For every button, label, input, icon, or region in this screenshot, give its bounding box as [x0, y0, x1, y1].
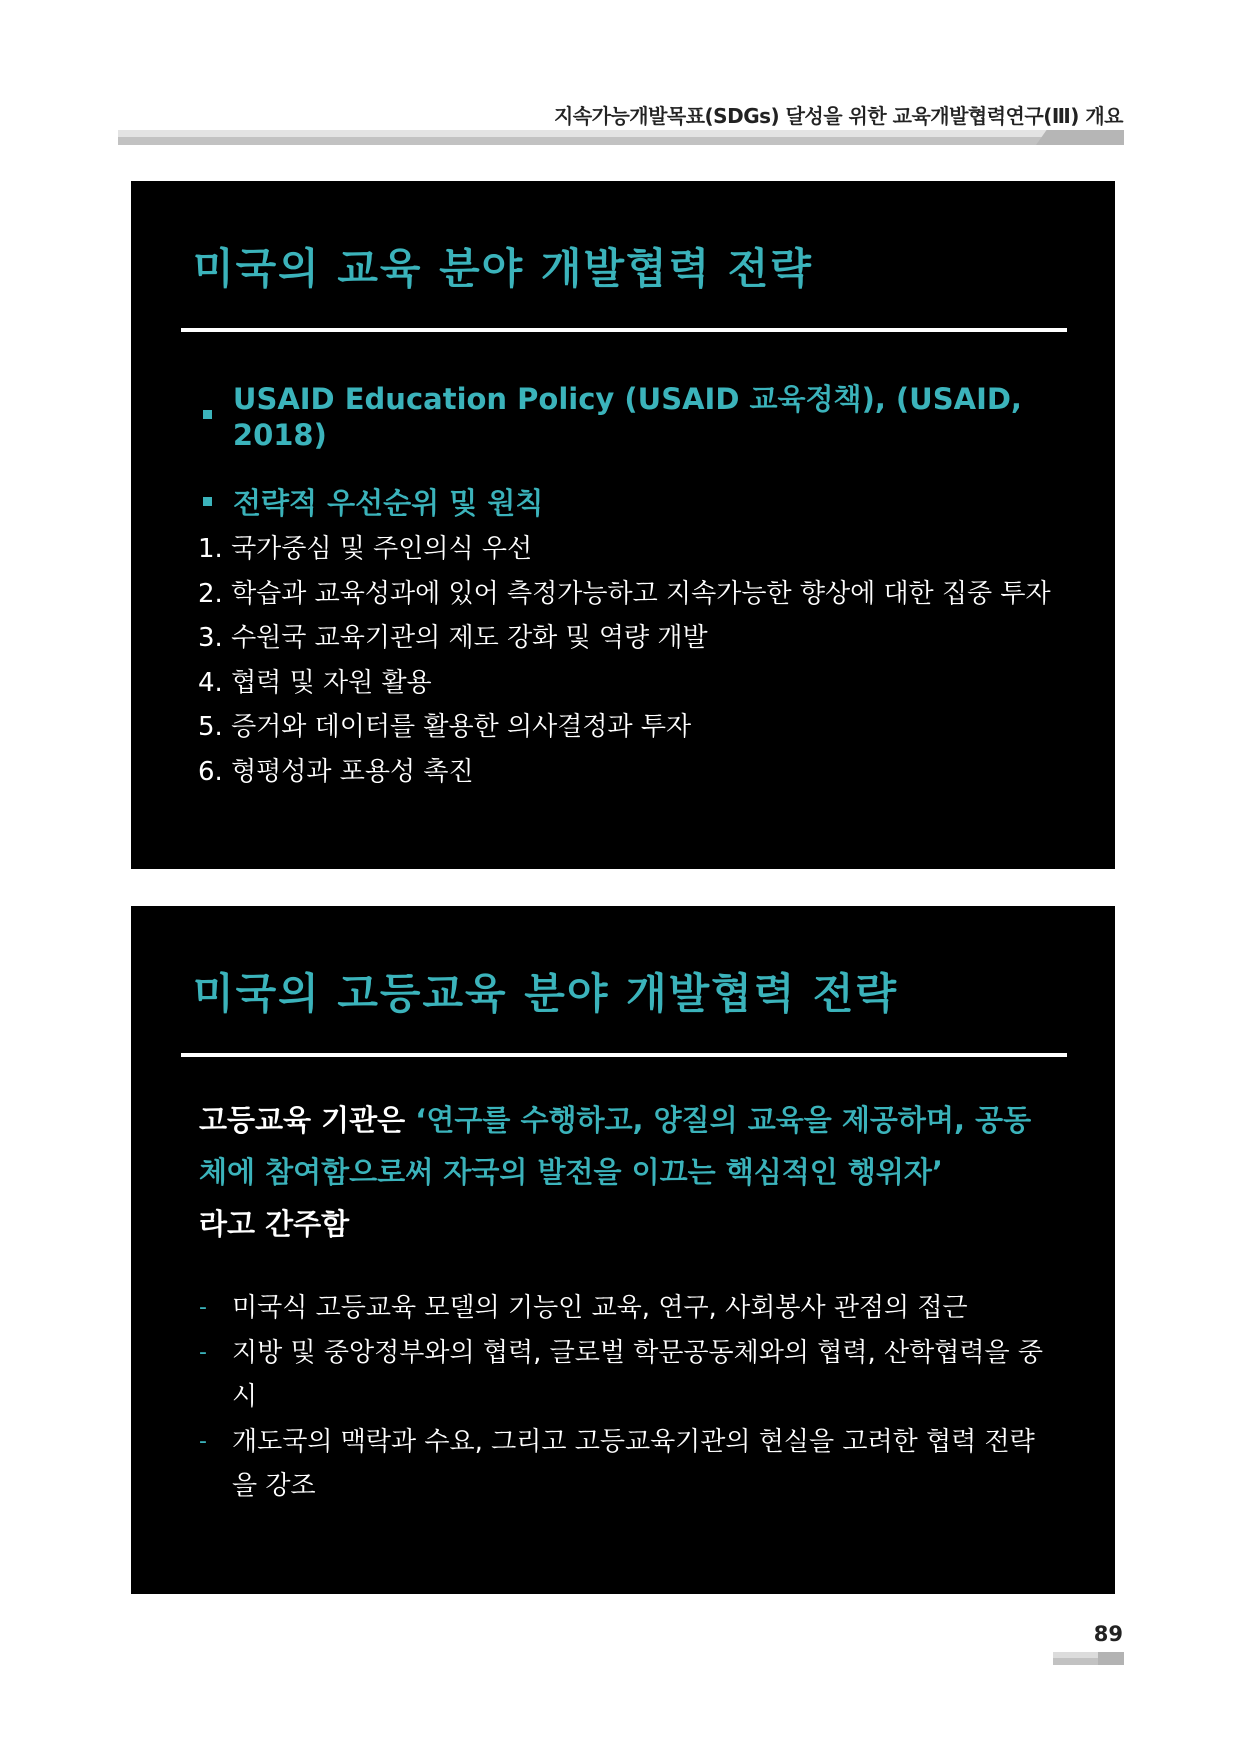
lead-quote: ‘연구를 수행하고, 양질의 교육을 제공하며, 공동체에 참여함으로써 자국의 발전을 이끄는 핵심적인 행위자’: [199, 1103, 1032, 1189]
slide-us-education-strategy: [131, 181, 1115, 869]
dash-bullet-icon: -: [199, 1339, 207, 1365]
list-item: [199, 1286, 1059, 1331]
page-number: 89: [1093, 1622, 1123, 1646]
list-item: [199, 1331, 1059, 1420]
title-divider: [181, 328, 1067, 332]
list-item: 1. 국가중심 및 주인의식 우선: [198, 534, 533, 564]
list-item: 6. 형평성과 포용성 촉진: [198, 756, 474, 787]
lead-statement: [199, 1094, 1059, 1250]
bullet-label: 전략적 우선순위 및 원칙: [233, 486, 544, 520]
list-item: 2. 학습과 교육성과에 있어 측정가능하고 지속가능한 향상에 대한 집중 투자: [198, 578, 1051, 609]
list-item: 4. 협력 및 자원 활용: [198, 667, 432, 698]
slide-title: 미국의 교육 분야 개발협력 전략: [193, 244, 813, 293]
square-bullet-icon: [203, 410, 212, 419]
square-bullet-icon: [203, 497, 212, 506]
list-item-text: 개도국의 맥락과 수요, 그리고 고등교육기관의 현실을 고려한 협력 전략을 강조: [232, 1426, 1035, 1501]
lead-prefix: 고등교육 기관은: [199, 1103, 416, 1137]
list-item: [199, 1420, 1059, 1509]
running-header: 지속가능개발목표(SDGs) 달성을 위한 교육개발협력연구(Ⅲ) 개요: [553, 104, 1123, 128]
approach-list: [199, 1286, 1059, 1509]
list-item: 3. 수원국 교육기관의 제도 강화 및 역량 개발: [198, 623, 708, 653]
list-item: 5. 증거와 데이터를 활용한 의사결정과 투자: [198, 712, 692, 742]
list-item-text: 미국식 고등교육 모델의 기능인 교육, 연구, 사회봉사 관점의 접근: [232, 1293, 968, 1323]
dash-bullet-icon: -: [199, 1295, 207, 1320]
bullet-label: USAID Education Policy (USAID 교육정책), (USAID, 2018): [232, 382, 1022, 452]
list-item-text: 지방 및 중앙정부와의 협력, 글로벌 학문공동체와의 협력, 산학협력을 중시: [232, 1337, 1044, 1412]
dash-bullet-icon: -: [199, 1428, 207, 1454]
slide-us-higher-education-strategy: [131, 906, 1115, 1594]
bullet-priorities: [203, 481, 543, 522]
bullet-policy: [203, 377, 1115, 452]
header-rule: [118, 130, 1124, 146]
slide-title: 미국의 고등교육 분야 개발협력 전략: [193, 969, 899, 1018]
title-divider: [181, 1053, 1067, 1057]
priority-list: [198, 527, 1051, 794]
lead-suffix: 라고 간주함: [199, 1207, 350, 1241]
footer-rule: [1053, 1652, 1124, 1667]
